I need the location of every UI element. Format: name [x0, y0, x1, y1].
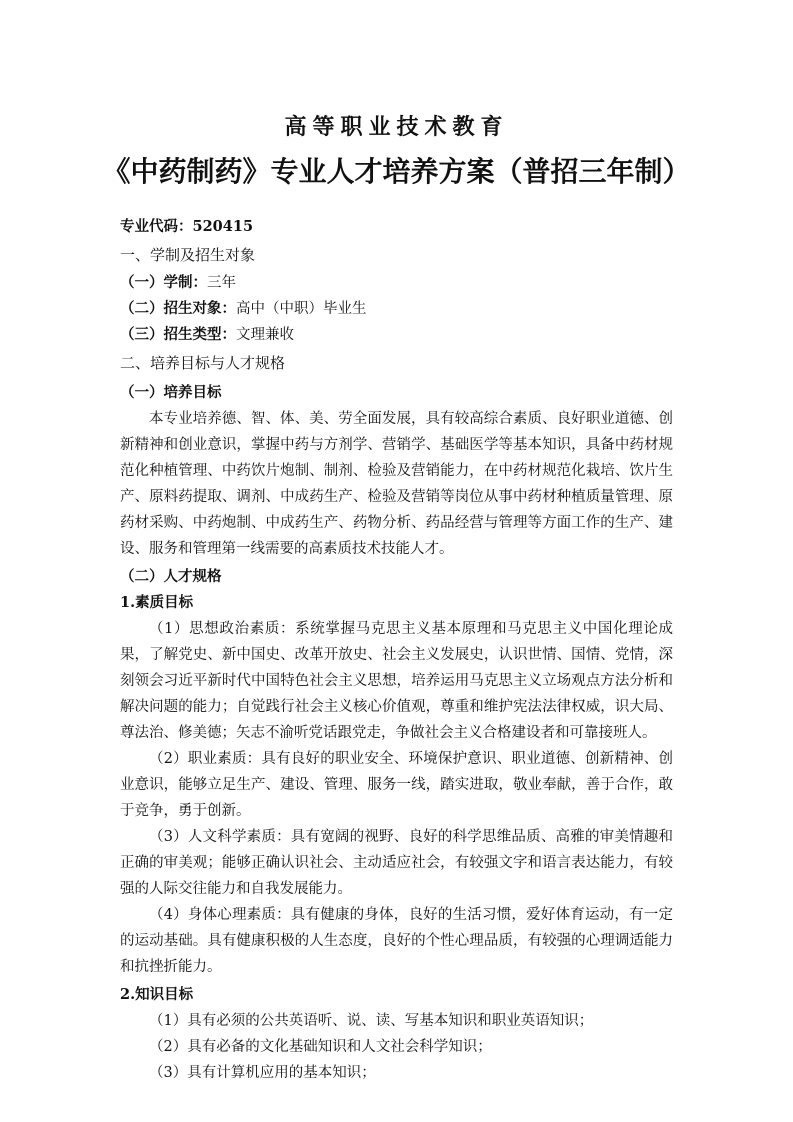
- quality-heading: 1.素质目标: [120, 594, 194, 611]
- major-code: [120, 214, 673, 240]
- doc-title-line2: 《中药制药》专业人才培养方案（普招三年制）: [102, 155, 691, 188]
- s1-item-value: 高中（中职）毕业生: [236, 301, 367, 317]
- sub-heading-goal: （一）培养目标: [120, 384, 222, 401]
- code-value: 520415: [192, 218, 254, 235]
- code-label: 专业代码：: [120, 218, 193, 235]
- section-1-heading: 一、学制及招生对象: [120, 246, 256, 264]
- sub-heading-spec: （二）人才规格: [120, 568, 222, 585]
- s1-item-label: （一）学制：: [120, 274, 207, 291]
- s1-item-label: （三）招生类型：: [120, 326, 236, 343]
- knowledge-heading: 2.知识目标: [120, 986, 194, 1003]
- goal-paragraph: 本专业培养德、智、体、美、劳全面发展，具有较高综合素质、良好职业道德、创新精神和创业意识，掌握中药与方剂学、营销学、基础医学等基本知识，具备中药材规范化种植管理、中药饮片炮制、制剂、检验及营销能力，在中药材规范化栽培、饮片生产、原料药提取、调剂、中成药生产、检验及营销等岗位从事中药材种植质量管理、原药材采购、中药炮制、中成药生产、药物分析、药品经营与管理等方面工作的生产、建设、服务和管理第一线需要的高素质技术技能人才。: [120, 411, 673, 557]
- section-2-heading: 二、培养目标与人才规格: [120, 354, 286, 372]
- s1-item-value: 文理兼收: [236, 327, 294, 343]
- s1-item: [120, 270, 673, 296]
- quality-item: （4）身体心理素质：具有健康的身体，良好的生活习惯，爱好体育运动，有一定的运动基础。具有健康积极的人生态度，良好的个性心理品质，有较强的心理调适能力和抗挫折能力。: [120, 907, 673, 975]
- quality-item: （3）人文科学素质：具有宽阔的视野、良好的科学思维品质、高雅的审美情趣和正确的审美观；能够正确认识社会、主动适应社会，有较强文字和语言表达能力，有较强的人际交往能力和自我发展能力。: [120, 829, 673, 897]
- s1-item-value: 三年: [207, 275, 236, 291]
- knowledge-item: （1）具有必须的公共英语听、说、读、写基本知识和职业英语知识；: [149, 1013, 594, 1029]
- quality-item: （2）职业素质：具有良好的职业安全、环境保护意识、职业道德、创新精神、创业意识，能够立足生产、建设、管理、服务一线，踏实进取，敬业奉献，善于合作，敢于竞争，勇于创新。: [120, 751, 673, 819]
- s1-item: [120, 296, 673, 322]
- s1-item: [120, 322, 673, 348]
- quality-item: （1）思想政治素质：系统掌握马克思主义基本原理和马克思主义中国化理论成果，了解党史、新中国史、改革开放史、社会主义发展史，认识世情、国情、党情，深刻领会习近平新时代中国特色社会主义思想，培养运用马克思主义立场观点方法分析和解决问题的能力；自觉践行社会主义核心价值观，尊重和维护宪法法律权威，识大局、尊法治、修美德；矢志不渝听党话跟党走，争做社会主义合格建设者和可靠接班人。: [120, 621, 673, 741]
- knowledge-item: （2）具有必备的文化基础知识和人文社会科学知识；: [149, 1039, 492, 1055]
- knowledge-item: （3）具有计算机应用的基本知识；: [149, 1065, 376, 1081]
- doc-title-line1: 高等职业技术教育: [284, 115, 509, 140]
- s1-item-label: （二）招生对象：: [120, 300, 236, 317]
